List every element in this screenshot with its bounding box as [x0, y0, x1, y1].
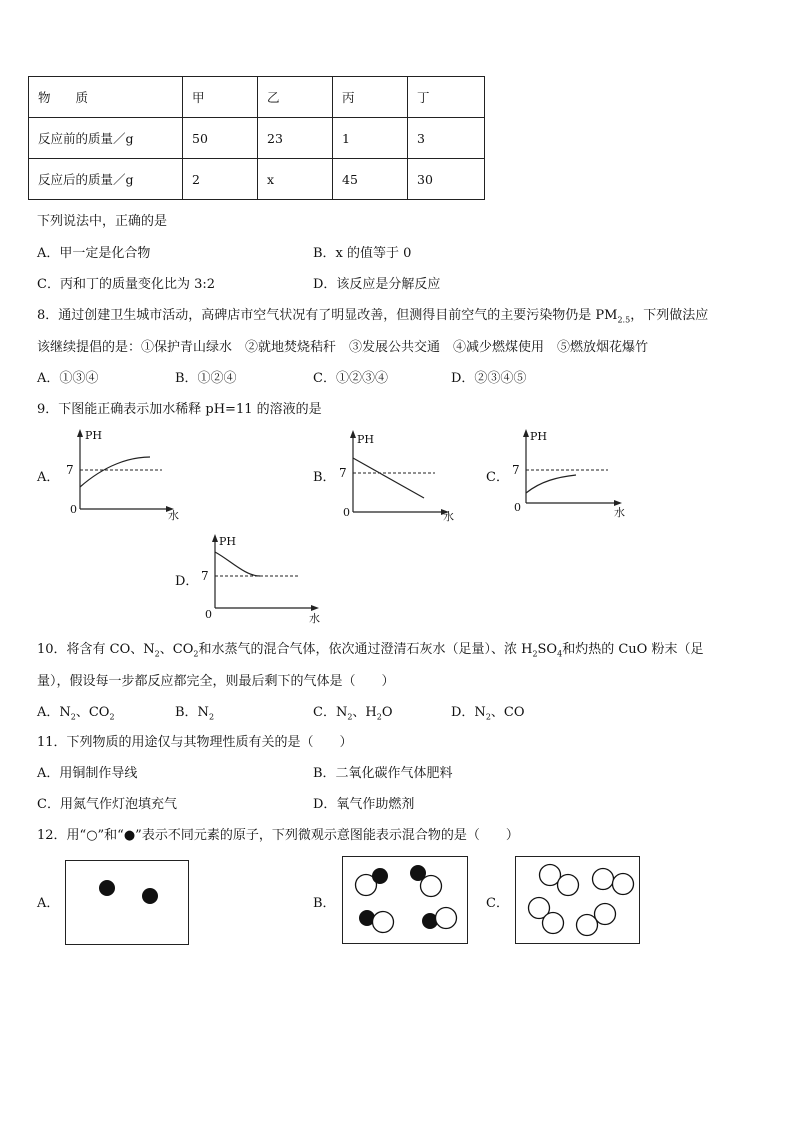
- option-text: D．N: [451, 705, 486, 720]
- white-atom: [373, 912, 394, 933]
- table-cell: 2: [183, 159, 258, 200]
- q8-option-a: A．①③④: [37, 371, 99, 386]
- q9-stem: 9．下图能正确表示加水稀释 pH=11 的溶液的是: [37, 402, 322, 417]
- y-label: PH: [85, 429, 102, 442]
- q8-option-d: D．②③④⑤: [451, 371, 527, 386]
- option-subscript: 2: [70, 712, 76, 722]
- q8-option-b: B．①②④: [175, 371, 237, 386]
- y-label: PH: [530, 430, 547, 443]
- y-label: PH: [357, 433, 374, 446]
- option-text: 、CO: [75, 705, 110, 720]
- q12-option-b-letter: B．: [313, 896, 336, 911]
- q9-graph-d: [195, 530, 325, 625]
- q9-option-b-letter: B．: [313, 470, 336, 485]
- ph-curve: [215, 552, 260, 576]
- diagram-molecules: [516, 857, 641, 945]
- q9-option-a-letter: A．: [37, 470, 60, 485]
- option-subscript: 2: [208, 712, 215, 722]
- q9-graph-a: [60, 425, 190, 525]
- option-subscript: 2: [376, 712, 382, 722]
- q12-diagram-a: [65, 860, 189, 945]
- white-atom: [613, 874, 634, 895]
- q12-stem: 12．用“○”和“●”表示不同元素的原子，下列微观示意图能表示混合物的是（ ）: [37, 828, 519, 843]
- q8-text: 8．通过创建卫生城市活动，高碑店市空气状况有了明显改善，但测得目前空气的主要污染物仍是 PM: [37, 308, 618, 323]
- mass-table: [28, 76, 485, 200]
- zero-label: 0: [70, 503, 77, 516]
- table-cell: 45: [333, 159, 408, 200]
- q12-option-c-letter: C．: [486, 896, 509, 911]
- q10-subscript: 2: [193, 649, 199, 659]
- q11-option-a: A．用铜制作导线: [37, 766, 138, 781]
- table-cell: x: [258, 159, 333, 200]
- ph-curve: [526, 475, 576, 493]
- ph-curve: [353, 458, 424, 498]
- seven-label: 7: [201, 569, 209, 583]
- q10-option-b: [175, 701, 214, 722]
- table-cell: 丁: [408, 77, 485, 118]
- q9-graph-b: [333, 428, 463, 528]
- table-cell: 反应后的质量／g: [29, 159, 183, 200]
- diagram-molecules: [343, 857, 469, 945]
- q7-option-a: A．甲一定是化合物: [37, 246, 151, 261]
- option-text: 、CO: [490, 705, 525, 720]
- q10-subscript: 2: [532, 649, 538, 659]
- q10-stem-line2: 量），假设每一步都反应都完全，则最后剩下的气体是（ ）: [37, 674, 395, 689]
- y-label: PH: [219, 535, 236, 548]
- q9-option-d-letter: D．: [175, 574, 199, 589]
- y-axis-arrow: [77, 429, 83, 437]
- q10-subscript: 2: [154, 649, 160, 659]
- y-axis-arrow: [523, 429, 529, 437]
- q8-subscript: 2.5: [617, 315, 631, 325]
- table-cell: 物 质: [29, 77, 183, 118]
- q10-subscript: 4: [557, 649, 563, 659]
- q10-text: 、CO: [159, 642, 194, 657]
- table-cell: 1: [333, 118, 408, 159]
- y-axis-arrow: [350, 430, 356, 438]
- option-subscript: 2: [485, 712, 491, 722]
- seven-label: 7: [339, 466, 347, 480]
- x-axis-arrow: [311, 605, 319, 611]
- q10-text: SO: [537, 642, 558, 657]
- q8-option-c: C．①②③④: [313, 371, 388, 386]
- table-cell: 50: [183, 118, 258, 159]
- option-subscript: 2: [347, 712, 353, 722]
- option-text: O: [381, 705, 393, 720]
- x-label: 水: [443, 510, 454, 523]
- q10-text: 和水蒸气的混合气体，依次通过澄清石灰水（足量）、浓 H: [198, 642, 533, 657]
- q8-stem-line2: 该继续提倡的是：①保护青山绿水 ②就地焚烧秸秆 ③发展公共交通 ④减少燃煤使用 ⑤燃放烟花爆竹: [37, 340, 649, 355]
- q10-option-c: [313, 701, 393, 722]
- white-atom: [593, 869, 614, 890]
- table-row: [29, 159, 485, 200]
- q9-graph-c: [506, 425, 636, 525]
- q11-option-b: B．二氧化碳作气体肥料: [313, 766, 453, 781]
- zero-label: 0: [205, 608, 212, 621]
- q7-option-d: D．该反应是分解反应: [313, 277, 441, 292]
- q9-option-c-letter: C．: [486, 470, 509, 485]
- table-cell: 乙: [258, 77, 333, 118]
- option-subscript: 2: [109, 712, 115, 722]
- table-cell: 23: [258, 118, 333, 159]
- zero-label: 0: [514, 501, 521, 514]
- black-atom: [372, 868, 388, 884]
- table-row: [29, 118, 485, 159]
- q11-stem: 11．下列物质的用途仅与其物理性质有关的是（ ）: [37, 735, 353, 750]
- q12-option-a-letter: A．: [37, 896, 60, 911]
- q7-option-b: B．x 的值等于 0: [313, 246, 412, 261]
- q11-option-c: C．用氮气作灯泡填充气: [37, 797, 177, 812]
- y-axis-arrow: [212, 534, 218, 542]
- option-text: A．N: [37, 705, 71, 720]
- q12-diagram-c: [515, 856, 640, 944]
- option-text: 、H: [352, 705, 377, 720]
- diagram-atoms: [66, 861, 190, 946]
- q10-stem-line1: [37, 638, 703, 659]
- q10-text: 10．将含有 CO、N: [37, 642, 155, 657]
- white-atom: [421, 876, 442, 897]
- table-cell: 反应前的质量／g: [29, 118, 183, 159]
- table-header-row: [29, 77, 485, 118]
- seven-label: 7: [66, 463, 74, 477]
- black-atom: [99, 880, 115, 896]
- white-atom: [543, 913, 564, 934]
- q8-text: ，下列做法应: [630, 308, 709, 323]
- x-label: 水: [168, 509, 179, 522]
- white-atom: [577, 915, 598, 936]
- q8-stem-line1: [37, 304, 708, 325]
- ph-curve: [80, 457, 150, 487]
- q7-option-c: C．丙和丁的质量变化比为 3:2: [37, 277, 216, 292]
- q12-diagram-b: [342, 856, 468, 944]
- white-atom: [558, 875, 579, 896]
- black-atom: [142, 888, 158, 904]
- option-text: C．N: [313, 705, 348, 720]
- table-cell: 30: [408, 159, 485, 200]
- x-label: 水: [614, 506, 625, 519]
- white-atom: [436, 908, 457, 929]
- seven-label: 7: [512, 463, 520, 477]
- q10-option-d: [451, 701, 525, 722]
- table-cell: 甲: [183, 77, 258, 118]
- q11-option-d: D．氧气作助燃剂: [313, 797, 415, 812]
- q10-option-a: [37, 701, 115, 722]
- option-text: B．N: [175, 705, 209, 720]
- table-cell: 丙: [333, 77, 408, 118]
- table-cell: 3: [408, 118, 485, 159]
- q7-stem: 下列说法中，正确的是: [37, 214, 168, 229]
- x-label: 水: [309, 612, 320, 625]
- zero-label: 0: [343, 506, 350, 519]
- white-atom: [595, 904, 616, 925]
- q10-text: 和灼热的 CuO 粉末（足: [562, 642, 704, 657]
